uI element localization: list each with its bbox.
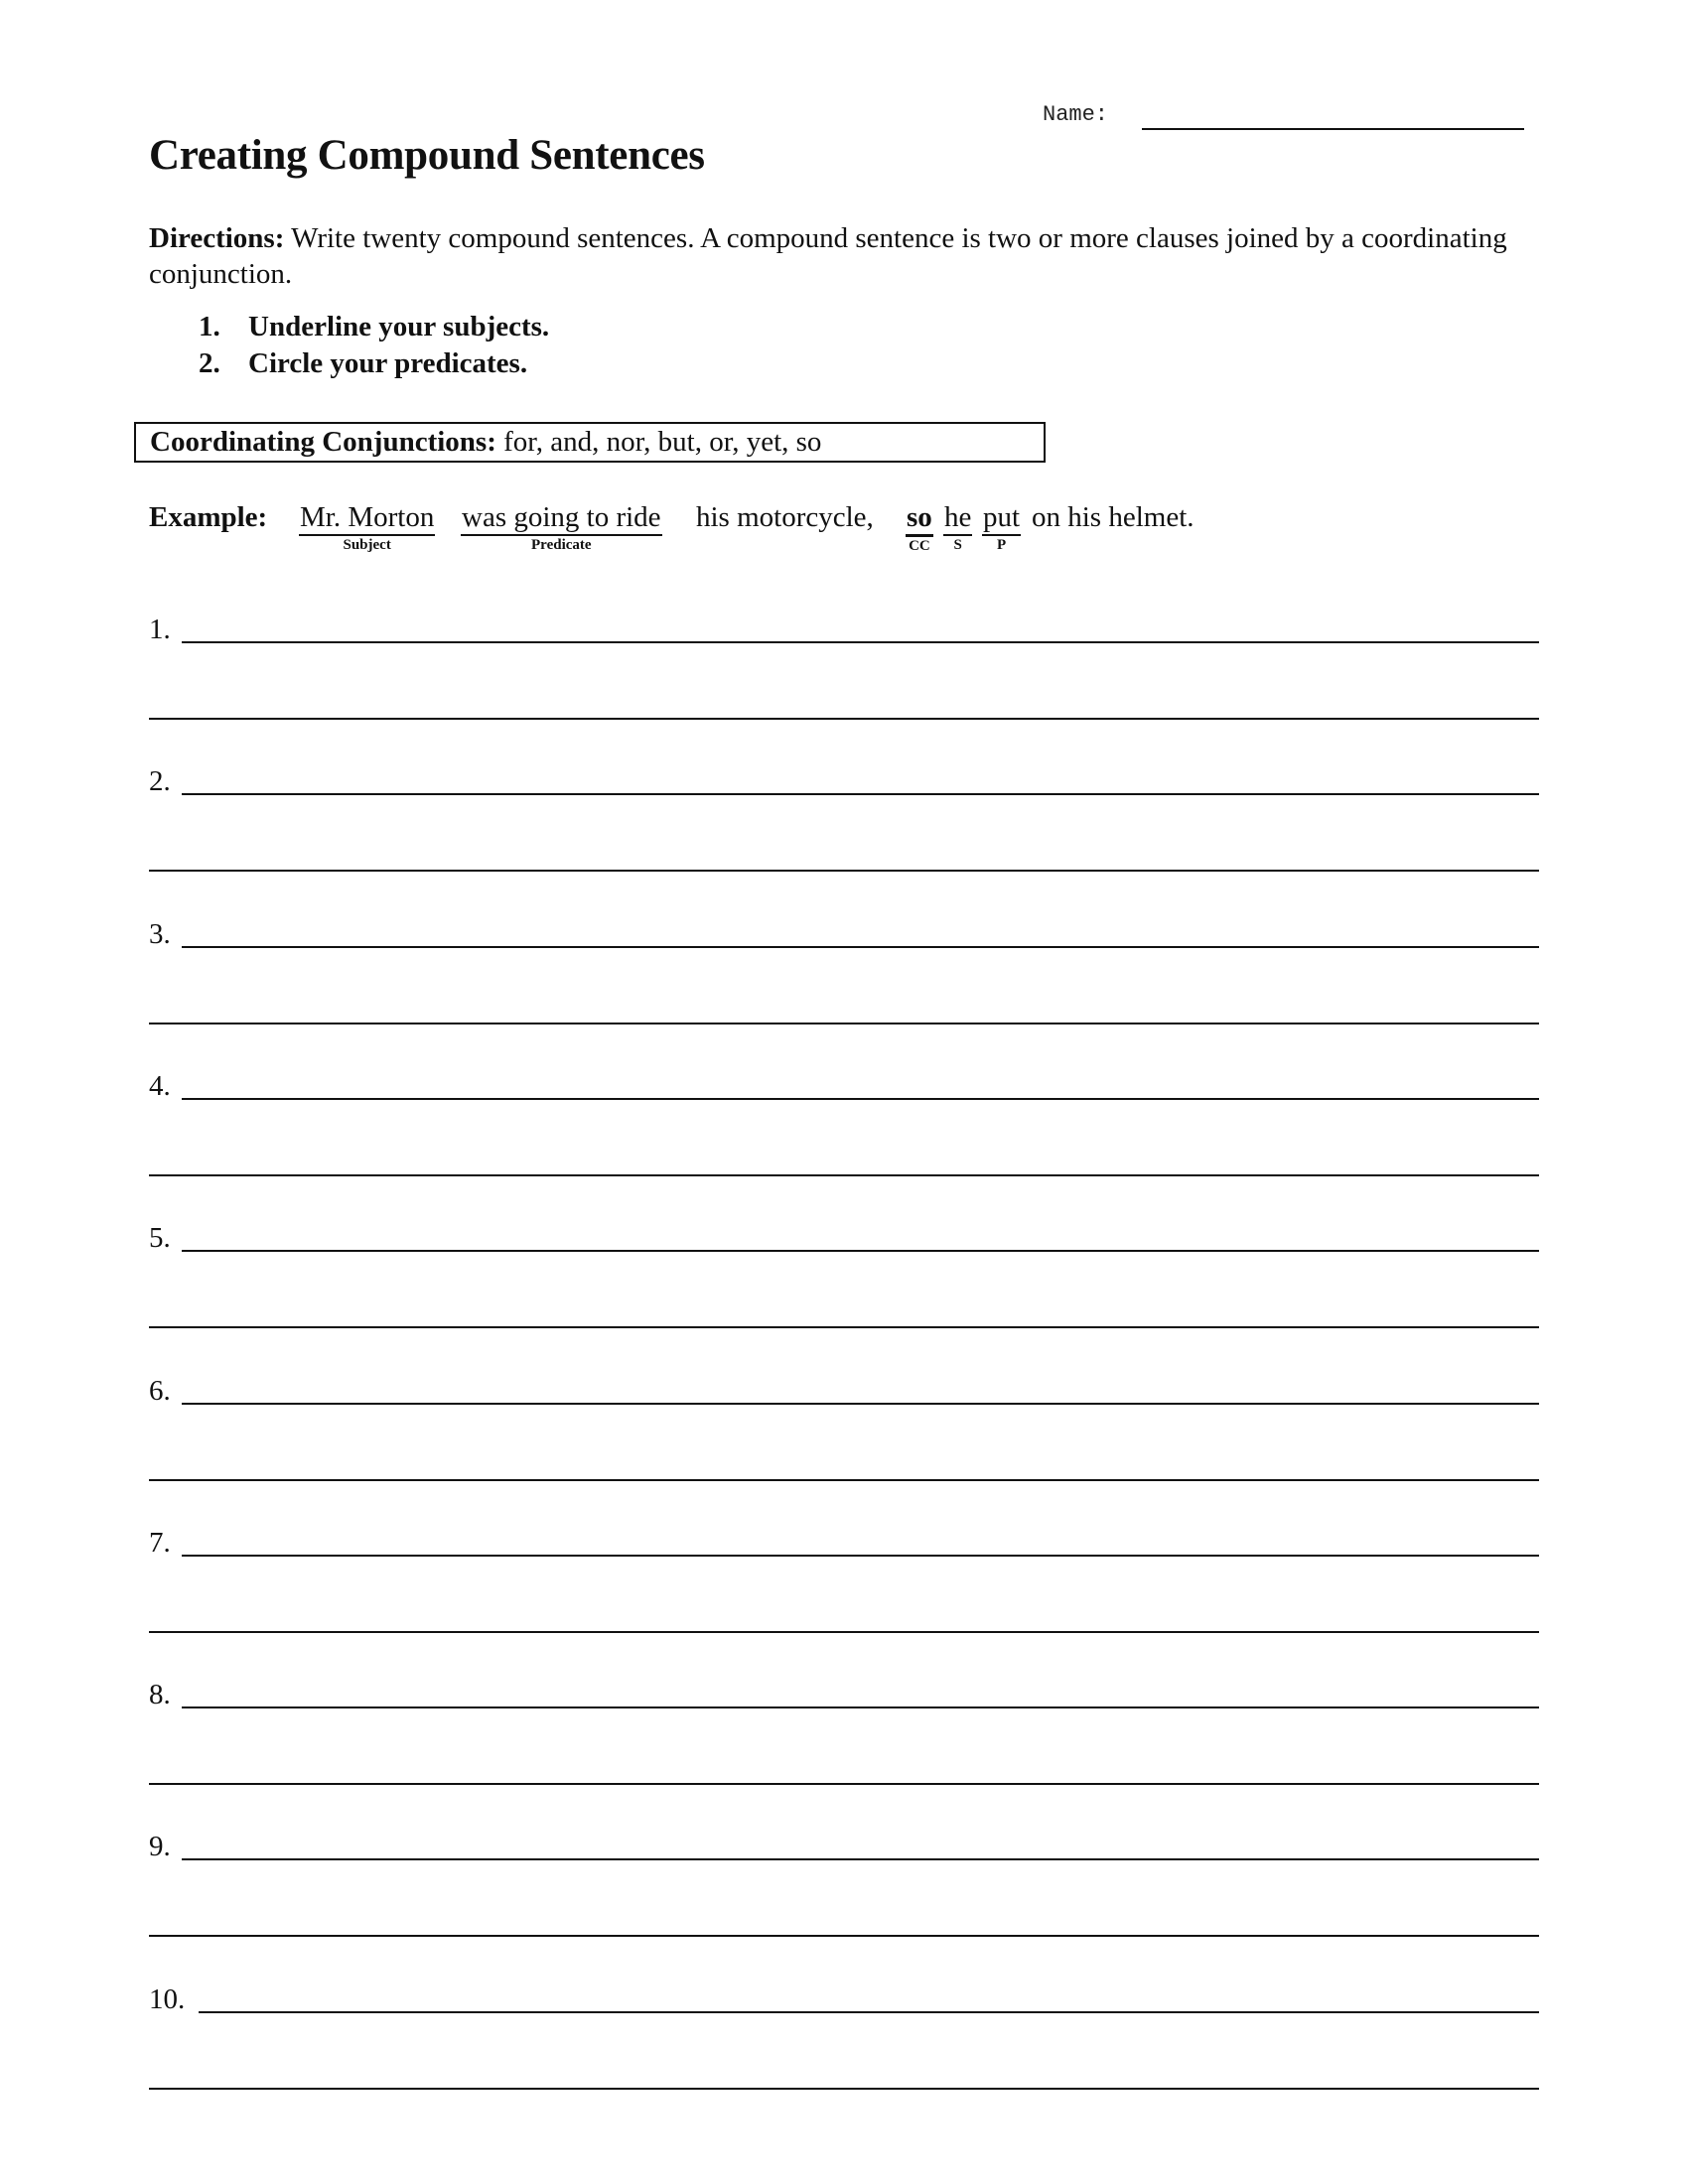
answer-line[interactable] (182, 793, 1539, 795)
example-middle: his motorcycle, (696, 501, 874, 533)
example-predicate-2 (982, 500, 1021, 553)
conjunctions-label: Coordinating Conjunctions: (150, 426, 496, 458)
cc-word: so (906, 500, 933, 537)
answer-line-continuation[interactable] (149, 1023, 1539, 1024)
directions (149, 220, 1549, 292)
answer-line[interactable] (182, 1250, 1539, 1252)
directions-label: Directions: (149, 222, 285, 254)
example-conjunction (906, 500, 933, 554)
subject-word: Mr. Morton (299, 500, 435, 536)
answer-line[interactable] (199, 2011, 1539, 2013)
answer-line-continuation[interactable] (149, 1326, 1539, 1328)
directions-text: Write twenty compound sentences. A compound sentence is two or more clauses joined by a coordinating conjunction. (149, 222, 1507, 290)
name-label: Name: (1043, 102, 1109, 127)
step-text: Circle your predicates. (248, 347, 528, 379)
answer-number: 2. (149, 765, 171, 798)
step-text: Underline your subjects. (248, 311, 550, 342)
answer-line-continuation[interactable] (149, 1631, 1539, 1633)
answer-line-continuation[interactable] (149, 870, 1539, 872)
subject-tag: Subject (343, 537, 391, 553)
step-number: 2. (199, 347, 220, 379)
step-number: 1. (199, 311, 220, 342)
cc-tag: CC (909, 538, 930, 554)
answer-number: 1. (149, 614, 171, 645)
answer-line[interactable] (182, 1555, 1539, 1557)
answer-line-continuation[interactable] (149, 2088, 1539, 2090)
answer-number: 6. (149, 1374, 171, 1407)
answer-line[interactable] (182, 1098, 1539, 1100)
example-subject-2 (943, 500, 972, 553)
answer-number: 4. (149, 1069, 171, 1102)
example-sentence (149, 500, 1241, 560)
answer-line-continuation[interactable] (149, 1479, 1539, 1481)
answer-line[interactable] (182, 946, 1539, 948)
predicate-tag: Predicate (531, 537, 592, 553)
predicate2-word: put (982, 500, 1021, 536)
answer-line[interactable] (182, 1706, 1539, 1708)
answer-number: 10. (149, 1982, 186, 2015)
answer-line[interactable] (182, 1403, 1539, 1405)
predicate2-tag: P (996, 537, 1007, 553)
answer-number: 7. (149, 1526, 171, 1559)
subject2-tag: S (953, 537, 962, 553)
subject2-word: he (943, 500, 972, 536)
example-subject (299, 500, 435, 553)
answer-line[interactable] (182, 1858, 1539, 1860)
answer-line[interactable] (182, 641, 1539, 643)
answer-line-continuation[interactable] (149, 718, 1539, 720)
worksheet-title: Creating Compound Sentences (149, 132, 705, 179)
conjunctions-list: for, and, nor, but, or, yet, so (503, 426, 822, 458)
example-predicate (461, 500, 662, 553)
predicate-word: was going to ride (461, 500, 662, 536)
answer-number: 5. (149, 1222, 171, 1255)
example-label: Example: (149, 501, 268, 533)
name-field[interactable] (1142, 128, 1524, 130)
answer-line-continuation[interactable] (149, 1174, 1539, 1176)
answer-number: 3. (149, 917, 171, 950)
conjunctions-box (134, 422, 1046, 463)
answer-line-continuation[interactable] (149, 1783, 1539, 1785)
answer-number: 9. (149, 1831, 171, 1863)
answer-number: 8. (149, 1679, 171, 1711)
answer-line-continuation[interactable] (149, 1935, 1539, 1937)
example-end: on his helmet. (1032, 501, 1195, 533)
